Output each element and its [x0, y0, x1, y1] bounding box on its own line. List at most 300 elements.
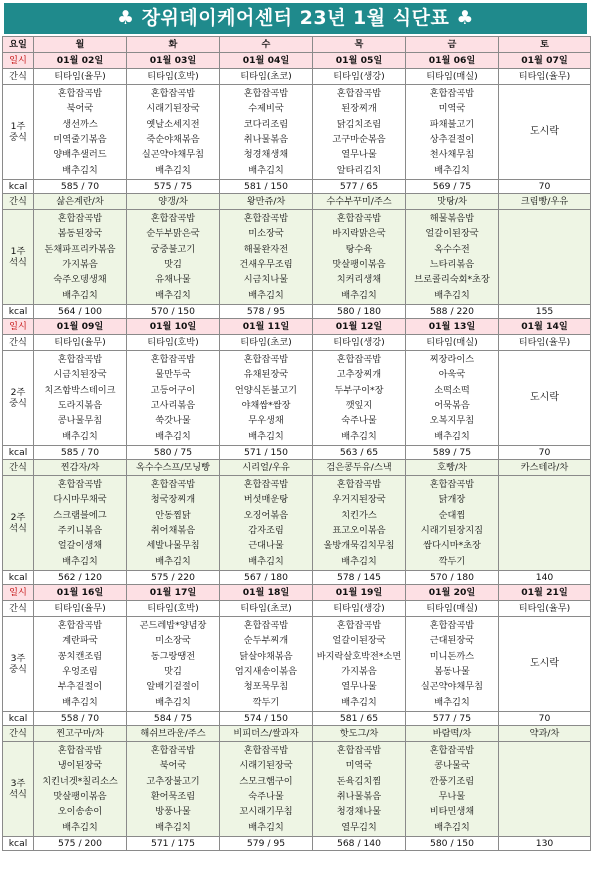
menu-item: 배추김치	[434, 821, 470, 833]
dinner-kcal-row-cell: 562 / 120	[34, 571, 127, 585]
menu-item: 배추김치	[62, 555, 98, 567]
dinner-row	[3, 476, 591, 571]
dinner-row-day-cell	[220, 742, 313, 837]
menu-item: 숙주나물	[341, 415, 377, 427]
menu-item: 혼합잡곡밥	[57, 87, 103, 99]
teatime-row-label: 간식	[3, 335, 34, 351]
menu-item: 오징어볶음	[243, 509, 289, 521]
menu-item: 얼갈이된장국	[425, 228, 479, 240]
menu-item: 깻잎지	[345, 400, 373, 411]
dinner-kcal-row-cell: 580 / 180	[313, 305, 406, 319]
lunch-row-day-cell	[220, 351, 313, 446]
dinner-kcal-row-cell: 578 / 145	[313, 571, 406, 585]
date-row	[3, 319, 591, 335]
menu-item: 건새우무조림	[239, 259, 293, 270]
menu-item: 느타리볶음	[429, 259, 475, 270]
menu-item: 도라지볶음	[57, 400, 103, 411]
menu-item: 고사리볶음	[150, 400, 196, 411]
teatime-row-cell: 티타임(초코)	[220, 335, 313, 351]
menu-item: 배추김치	[248, 821, 284, 833]
dinner-row-day-cell	[34, 210, 127, 305]
lunch-kcal-row	[3, 446, 591, 460]
lunch-row-day-cell	[499, 351, 591, 446]
dinner-kcal-row-cell: 130	[499, 837, 591, 851]
snack-row-cell: 핫도그/차	[313, 726, 406, 742]
menu-item: 치즈함박스테이크	[44, 384, 116, 396]
lunch-kcal-row-cell: 585 / 70	[34, 446, 127, 460]
menu-item: 쌈다시마*초장	[423, 540, 481, 552]
dinner-row-day-cell	[220, 476, 313, 571]
menu-item: 혼합잡곡밥	[57, 478, 103, 490]
menu-item: 꼬시래기무침	[239, 806, 293, 818]
menu-item: 배추김치	[62, 430, 98, 442]
menu-item: 맛살팽이볶음	[53, 791, 107, 802]
snack-row-cell: 찐고구마/차	[34, 726, 127, 742]
menu-item: 혼합잡곡밥	[57, 619, 103, 631]
date-row-cell: 01월 02일	[34, 53, 127, 69]
lunch-row-day-cell	[34, 351, 127, 446]
menu-item: 혼합잡곡밥	[429, 744, 475, 756]
date-row-label: 일시	[3, 319, 34, 335]
dinner-row-day-cell	[313, 210, 406, 305]
menu-item: 방풍나물	[155, 806, 191, 818]
menu-item: 배추김치	[155, 555, 191, 567]
lunch-kcal-row	[3, 180, 591, 194]
menu-item: 생선까스	[62, 118, 98, 130]
menu-item: 청국장찌개	[150, 494, 196, 506]
menu-item: 시래기된장지짐	[420, 525, 484, 536]
menu-item: 어묵볶음	[434, 400, 470, 411]
teatime-row-cell: 티타임(생강)	[313, 69, 406, 85]
menu-item: 배추김치	[62, 821, 98, 833]
menu-item: 시금치된장국	[53, 369, 107, 381]
menu-item: 순대찜	[438, 509, 466, 521]
date-row-cell: 01월 09일	[34, 319, 127, 335]
snack-row	[3, 460, 591, 476]
menu-item: 엄지새송이볶음	[234, 666, 298, 677]
snack-row-cell: 수수부꾸미/주스	[313, 194, 406, 210]
date-row-cell: 01월 05일	[313, 53, 406, 69]
lunch-kcal-row-cell: 574 / 150	[220, 712, 313, 726]
menu-item: 언양식돈불고기	[234, 384, 298, 396]
date-row-cell: 01월 11일	[220, 319, 313, 335]
menu-item: 시금치나물	[243, 274, 289, 286]
menu-item: 혼합잡곡밥	[243, 212, 289, 224]
dinner-kcal-row	[3, 571, 591, 585]
menu-item: 미역국	[438, 103, 466, 115]
date-row-label: 일시	[3, 585, 34, 601]
lunch-row-day-cell	[127, 85, 220, 180]
menu-item: 다시마무채국	[53, 494, 107, 506]
menu-item: 미니돈까스	[429, 650, 475, 662]
lunch-kcal-row-label: kcal	[3, 446, 34, 460]
menu-item: 혼합잡곡밥	[57, 212, 103, 224]
snack-row-label: 간식	[3, 194, 34, 210]
lunch-row	[3, 617, 591, 712]
teatime-row-cell: 티타임(생강)	[313, 601, 406, 617]
menu-item: 양배추샐러드	[53, 149, 107, 161]
menu-item: 배추김치	[155, 430, 191, 442]
lunch-row-day-cell	[127, 617, 220, 712]
menu-item: 오이송송이	[57, 806, 103, 818]
menu-item: 미역국	[345, 760, 373, 772]
menu-item: 혼합잡곡밥	[243, 478, 289, 490]
snack-row-cell: 옥수수스프/모닝빵	[127, 460, 220, 476]
teatime-row	[3, 335, 591, 351]
menu-item: 아욱국	[438, 369, 466, 381]
menu-item: 닭개장	[438, 494, 466, 506]
lunch-kcal-row-cell: 558 / 70	[34, 712, 127, 726]
menu-item: 혼합잡곡밥	[150, 212, 196, 224]
teatime-row-cell: 티타임(율무)	[34, 335, 127, 351]
dinner-row-day-cell	[127, 476, 220, 571]
menu-item: 혼합잡곡밥	[336, 212, 382, 224]
menu-item: 계란파국	[62, 635, 98, 647]
menu-item: 혼합잡곡밥	[336, 478, 382, 490]
teatime-row-cell: 티타임(초코)	[220, 601, 313, 617]
weekday-mon: 월	[34, 37, 127, 53]
menu-item: 배추김치	[62, 289, 98, 301]
lunch-kcal-row-label: kcal	[3, 180, 34, 194]
menu-item: 옛날소세지전	[146, 118, 200, 130]
date-row	[3, 585, 591, 601]
menu-item: 된장찌개	[341, 103, 377, 115]
lunch-row-day-cell	[406, 351, 499, 446]
lunch-row-label: 3주 중식	[3, 617, 34, 712]
dinner-kcal-row-cell: 567 / 180	[220, 571, 313, 585]
menu-item: 수제비국	[248, 103, 284, 115]
menu-item: 돈육김치찜	[336, 775, 382, 787]
menu-item: 혼합잡곡밥	[429, 478, 475, 490]
menu-item: 콩나물국	[434, 760, 470, 772]
date-row-cell: 01월 16일	[34, 585, 127, 601]
date-row-cell: 01월 03일	[127, 53, 220, 69]
dinner-kcal-row-label: kcal	[3, 305, 34, 319]
snack-row-cell: 해쉬브라운/주스	[127, 726, 220, 742]
weekday-tue: 화	[127, 37, 220, 53]
menu-item: 혼합잡곡밥	[336, 619, 382, 631]
dinner-row-day-cell	[127, 210, 220, 305]
menu-item: 치킨너겟*칠리소스	[42, 775, 118, 787]
menu-item: 얼갈이된장국	[332, 635, 386, 647]
dinner-kcal-row-cell: 578 / 95	[220, 305, 313, 319]
menu-item: 혼합잡곡밥	[243, 744, 289, 756]
date-row-cell: 01월 06일	[406, 53, 499, 69]
menu-item: 표고오이볶음	[332, 525, 386, 536]
menu-item: 맛살팽이볶음	[332, 259, 386, 270]
date-row-cell: 01월 21일	[499, 585, 591, 601]
menu-item: 숙주나물	[248, 791, 284, 802]
menu-item: 근대나물	[248, 540, 284, 552]
dinner-row-day-cell	[313, 742, 406, 837]
menu-item: 냉이된장국	[57, 760, 103, 772]
menu-item: 시래기된장국	[146, 103, 200, 115]
menu-item: 알배기겉절이	[146, 681, 200, 693]
menu-item: 배추김치	[155, 164, 191, 176]
teatime-row-label: 간식	[3, 69, 34, 85]
weekday-header-row	[3, 37, 591, 53]
menu-item: 야채쌈*쌈장	[241, 400, 291, 411]
menu-item: 열무김치	[341, 821, 377, 833]
weekday-wed: 수	[220, 37, 313, 53]
lunch-row-day-cell	[34, 617, 127, 712]
date-row-cell: 01월 18일	[220, 585, 313, 601]
menu-item: 치킨가스	[341, 509, 377, 521]
dinner-kcal-row-cell: 579 / 95	[220, 837, 313, 851]
menu-item: 울방개묵김치무침	[323, 540, 395, 552]
menu-item: 실곤약야채무침	[420, 681, 484, 693]
snack-row-cell: 왕만쥬/차	[220, 194, 313, 210]
menu-item: 가지볶음	[341, 666, 377, 677]
lunch-row-day-cell	[499, 85, 591, 180]
teatime-row-cell: 티타임(생강)	[313, 335, 406, 351]
dinner-kcal-row-cell: 575 / 200	[34, 837, 127, 851]
lunch-row-day-cell	[220, 617, 313, 712]
lunch-kcal-row-cell: 571 / 150	[220, 446, 313, 460]
menu-item: 안동찜닭	[155, 509, 191, 521]
dinner-row-label: 1주 석식	[3, 210, 34, 305]
dinner-row-day-cell	[499, 210, 591, 305]
weekday-fri: 금	[406, 37, 499, 53]
snack-row-cell: 호빵/차	[406, 460, 499, 476]
snack-row-cell: 바람떡/차	[406, 726, 499, 742]
menu-item: 유채나물	[155, 274, 191, 286]
snack-row-cell: 찐감자/차	[34, 460, 127, 476]
menu-item: 혼합잡곡밥	[57, 353, 103, 365]
menu-item: 배추김치	[434, 289, 470, 301]
menu-item: 혼합잡곡밥	[336, 744, 382, 756]
snack-row-cell: 검은콩두유/스낵	[313, 460, 406, 476]
date-row-cell: 01월 10일	[127, 319, 220, 335]
menu-item: 미소장국	[248, 228, 284, 240]
teatime-row-cell: 티타임(호박)	[127, 601, 220, 617]
lunch-row-day-cell	[499, 617, 591, 712]
date-row-cell: 01월 13일	[406, 319, 499, 335]
dinner-row-day-cell	[220, 210, 313, 305]
menu-item: 혼합잡곡밥	[429, 87, 475, 99]
menu-item: 고구마순볶음	[332, 134, 386, 145]
dinner-row-label: 3주 석식	[3, 742, 34, 837]
menu-item: 돈채파프리카볶음	[44, 243, 116, 255]
menu-item: 혼합잡곡밥	[336, 87, 382, 99]
menu-item: 배추김치	[248, 555, 284, 567]
menu-item: 실곤약야채무침	[141, 149, 205, 161]
menu-item: 코다리조림	[243, 118, 289, 130]
lunchbox-item: 도시락	[530, 126, 559, 138]
menu-item: 해물완자전	[243, 243, 289, 255]
menu-item: 깐풍기조림	[429, 775, 475, 787]
dinner-row-day-cell	[406, 210, 499, 305]
menu-item: 우엉조림	[62, 666, 98, 677]
menu-item: 물만두국	[155, 369, 191, 381]
lunch-kcal-row-label: kcal	[3, 712, 34, 726]
menu-item: 배추김치	[155, 289, 191, 301]
menu-item: 혼합잡곡밥	[150, 478, 196, 490]
dinner-kcal-row-cell: 570 / 150	[127, 305, 220, 319]
menu-item: 미소장국	[155, 635, 191, 647]
menu-item: 열무나물	[341, 149, 377, 161]
teatime-row-cell: 티타임(율무)	[34, 69, 127, 85]
menu-item: 비타민생채	[429, 806, 475, 818]
dinner-row-day-cell	[313, 476, 406, 571]
menu-item: 고추장불고기	[146, 775, 200, 787]
menu-item: 해물볶음밥	[429, 212, 475, 224]
menu-item: 시래기된장국	[239, 760, 293, 772]
date-row-label: 일시	[3, 53, 34, 69]
snack-row-cell: 삶은계란/차	[34, 194, 127, 210]
lunch-row-day-cell	[313, 617, 406, 712]
menu-item: 깍두기	[252, 696, 280, 708]
dinner-row-day-cell	[406, 742, 499, 837]
menu-item: 얼갈이생채	[57, 540, 103, 552]
dinner-kcal-row-cell: 571 / 175	[127, 837, 220, 851]
menu-item: 알타리김치	[336, 164, 382, 176]
lunch-kcal-row-cell: 580 / 75	[127, 446, 220, 460]
snack-row-cell: 크림빵/우유	[499, 194, 591, 210]
menu-item: 배추김치	[341, 430, 377, 442]
menu-item: 닭살야채볶음	[239, 650, 293, 662]
dinner-kcal-row-cell: 140	[499, 571, 591, 585]
lunch-row-day-cell	[127, 351, 220, 446]
dinner-kcal-row-cell: 570 / 180	[406, 571, 499, 585]
menu-item: 혼합잡곡밥	[243, 619, 289, 631]
lunch-kcal-row	[3, 712, 591, 726]
lunch-row-label: 2주 중식	[3, 351, 34, 446]
menu-item: 숙주오뎅생채	[53, 274, 107, 286]
menu-item: 주키니볶음	[57, 525, 103, 536]
lunch-kcal-row-cell: 577 / 75	[406, 712, 499, 726]
menu-item: 취나물볶음	[243, 134, 289, 145]
snack-row-label: 간식	[3, 460, 34, 476]
date-row-cell: 01월 14일	[499, 319, 591, 335]
weekday-sat: 토	[499, 37, 591, 53]
dinner-kcal-row-cell: 575 / 220	[127, 571, 220, 585]
lunch-row	[3, 85, 591, 180]
snack-row-cell: 카스테라/차	[499, 460, 591, 476]
teatime-row-cell: 티타임(율무)	[499, 335, 591, 351]
menu-item: 배추김치	[341, 555, 377, 567]
menu-item: 배추김치	[62, 696, 98, 708]
dinner-row-day-cell	[499, 742, 591, 837]
lunch-kcal-row-cell: 575 / 75	[127, 180, 220, 194]
dinner-kcal-row-cell: 564 / 100	[34, 305, 127, 319]
lunch-kcal-row-cell: 563 / 65	[313, 446, 406, 460]
menu-item: 혼합잡곡밥	[57, 744, 103, 756]
date-row-cell: 01월 17일	[127, 585, 220, 601]
menu-item: 청포묵무침	[243, 681, 289, 693]
menu-item: 북어국	[66, 103, 94, 115]
lunch-row-day-cell	[313, 351, 406, 446]
lunch-row-day-cell	[34, 85, 127, 180]
date-row-cell: 01월 04일	[220, 53, 313, 69]
teatime-row-cell: 티타임(매실)	[406, 335, 499, 351]
lunch-kcal-row-cell: 70	[499, 180, 591, 194]
dinner-row-label: 2주 석식	[3, 476, 34, 571]
menu-item: 취나물볶음	[336, 791, 382, 802]
teatime-row-label: 간식	[3, 601, 34, 617]
menu-item: 고등어구이	[150, 384, 196, 396]
lunch-row-day-cell	[220, 85, 313, 180]
menu-item: 탕수육	[345, 243, 373, 255]
menu-item: 쑥갓나물	[155, 415, 191, 427]
dinner-kcal-row-cell: 588 / 220	[406, 305, 499, 319]
menu-item: 순두부찌개	[243, 635, 289, 647]
date-row-cell: 01월 20일	[406, 585, 499, 601]
snack-row-cell: 비피더스/쌀과자	[220, 726, 313, 742]
snack-row-cell: 양갱/차	[127, 194, 220, 210]
lunch-row-day-cell	[406, 85, 499, 180]
menu-item: 배추김치	[248, 164, 284, 176]
menu-item: 가지볶음	[62, 259, 98, 270]
menu-item: 환어묵조림	[150, 791, 196, 802]
menu-item: 청경채나물	[336, 806, 382, 818]
menu-item: 무나물	[438, 791, 466, 802]
menu-item: 스모크햄구이	[239, 775, 293, 787]
menu-item: 부추겉절이	[57, 681, 103, 693]
menu-item: 상추겉절이	[429, 134, 475, 145]
lunch-kcal-row-cell: 70	[499, 712, 591, 726]
teatime-row	[3, 601, 591, 617]
menu-item: 곤드레밥*양념장	[139, 619, 207, 631]
menu-item: 콩나물무침	[57, 415, 103, 427]
menu-item: 감자조림	[248, 525, 284, 536]
menu-item: 근대된장국	[429, 635, 475, 647]
menu-item: 궁중불고기	[150, 243, 196, 255]
menu-item: 고추장찌개	[336, 369, 382, 381]
lunch-row	[3, 351, 591, 446]
lunch-kcal-row-cell: 581 / 65	[313, 712, 406, 726]
menu-item: 혼합잡곡밥	[336, 353, 382, 365]
lunch-kcal-row-cell: 589 / 75	[406, 446, 499, 460]
dinner-row-day-cell	[406, 476, 499, 571]
menu-item: 우거지된장국	[332, 494, 386, 506]
date-row-cell: 01월 07일	[499, 53, 591, 69]
snack-row-cell: 시리얼/우유	[220, 460, 313, 476]
lunchbox-item: 도시락	[530, 392, 559, 404]
menu-item: 배추김치	[248, 430, 284, 442]
menu-item: 순두부맑은국	[146, 228, 200, 240]
snack-row-cell: 맛탕/차	[406, 194, 499, 210]
menu-item: 유채된장국	[243, 369, 289, 381]
dinner-row-day-cell	[34, 742, 127, 837]
teatime-row-cell: 티타임(매실)	[406, 601, 499, 617]
menu-item: 열무나물	[341, 681, 377, 693]
dinner-row-day-cell	[127, 742, 220, 837]
menu-item: 혼합잡곡밥	[150, 744, 196, 756]
menu-item: 찌장라이스	[429, 353, 475, 365]
menu-item: 닭김치조림	[336, 118, 382, 130]
menu-item: 혼합잡곡밥	[243, 87, 289, 99]
menu-item: 북어국	[159, 760, 187, 772]
lunch-kcal-row-cell: 70	[499, 446, 591, 460]
lunchbox-item: 도시락	[530, 658, 559, 670]
menu-item: 맛김	[164, 666, 182, 677]
weekday-thu: 목	[313, 37, 406, 53]
teatime-row-cell: 티타임(호박)	[127, 69, 220, 85]
lunch-kcal-row-cell: 569 / 75	[406, 180, 499, 194]
teatime-row-cell: 티타임(율무)	[34, 601, 127, 617]
menu-item: 배추김치	[341, 696, 377, 708]
dinner-kcal-row-label: kcal	[3, 571, 34, 585]
dinner-kcal-row-cell: 568 / 140	[313, 837, 406, 851]
lunch-row-day-cell	[313, 85, 406, 180]
teatime-row	[3, 69, 591, 85]
dinner-kcal-row	[3, 837, 591, 851]
menu-item: 소떡소떡	[434, 384, 470, 396]
dinner-row	[3, 742, 591, 837]
menu-item: 스크램블에그	[53, 509, 107, 521]
menu-item: 두부구이*장	[334, 384, 384, 396]
